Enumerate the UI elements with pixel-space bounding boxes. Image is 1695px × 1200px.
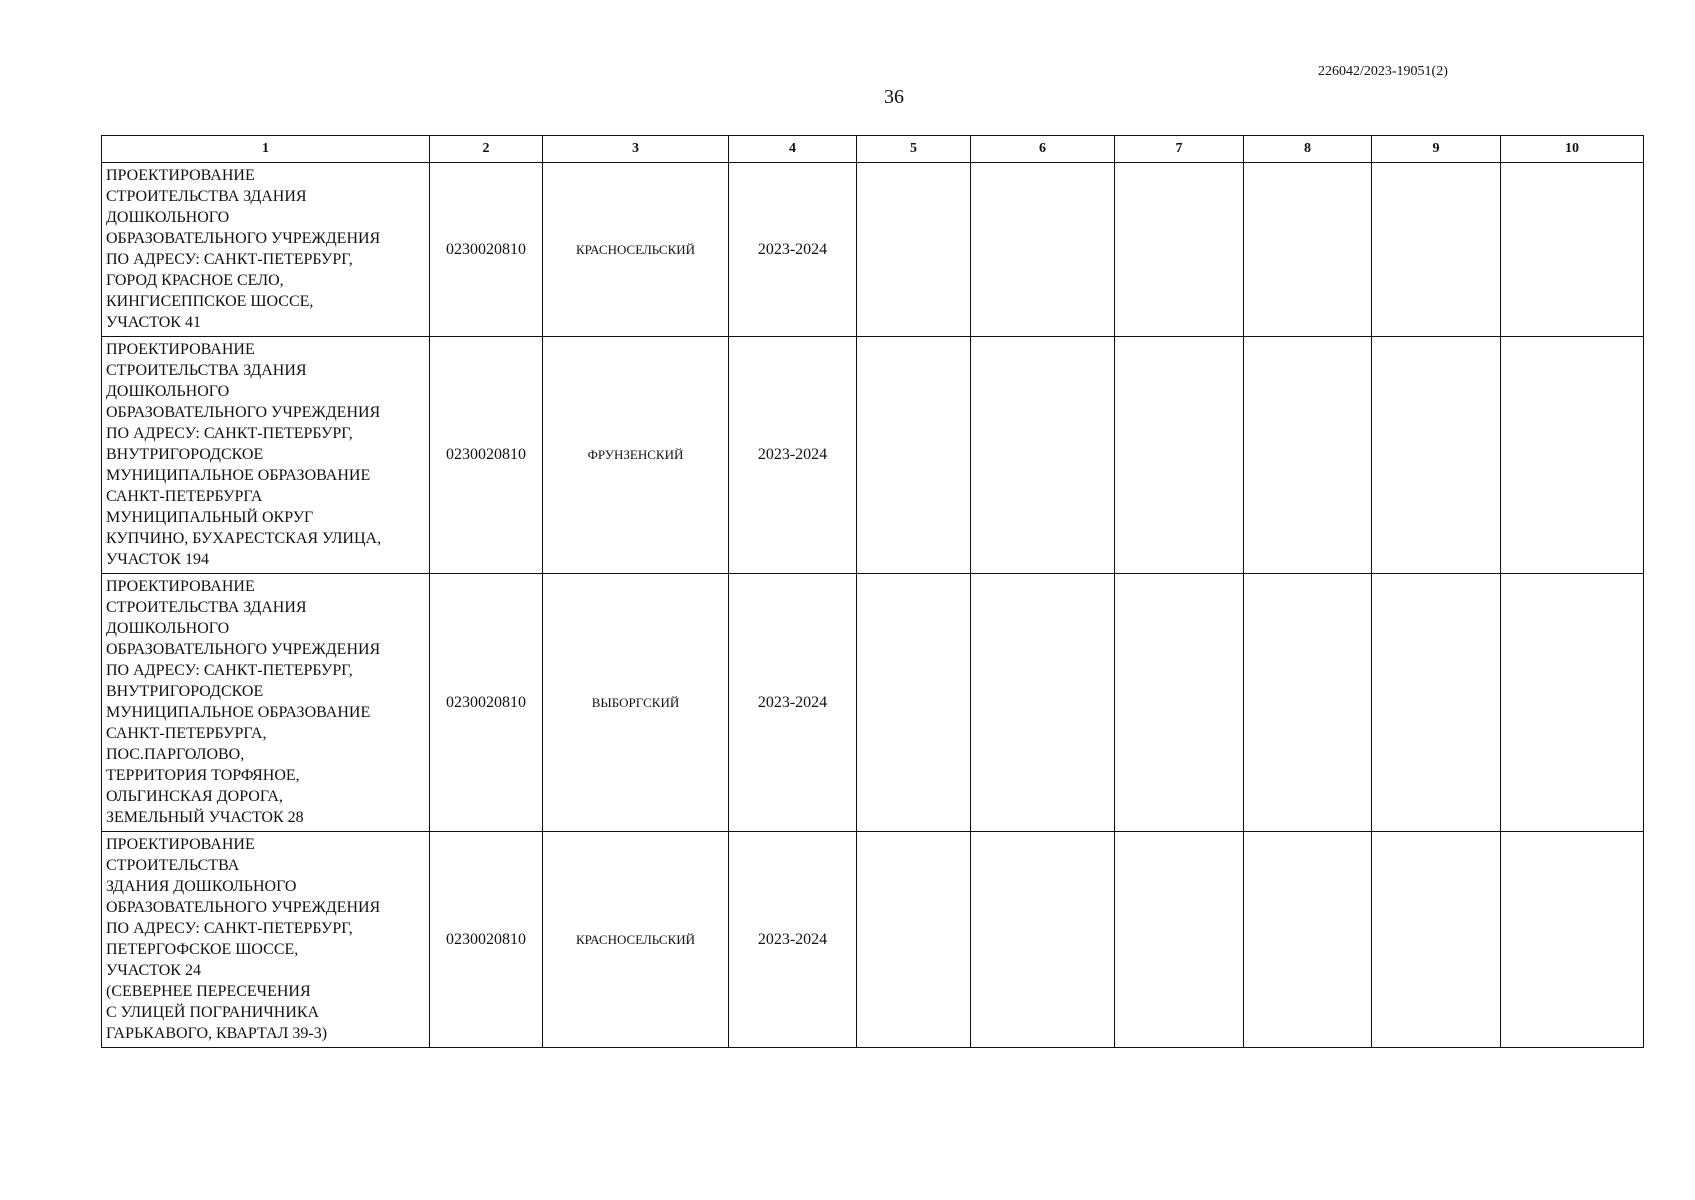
empty-cell <box>1115 574 1244 832</box>
empty-cell <box>1501 832 1644 1048</box>
empty-cell <box>1372 832 1501 1048</box>
empty-cell <box>1115 832 1244 1048</box>
column-header: 1 <box>102 136 430 163</box>
project-name-line: ДОШКОЛЬНОГО <box>106 383 230 400</box>
project-name-line: МУНИЦИПАЛЬНОЕ ОБРАЗОВАНИЕ <box>106 704 371 721</box>
project-name-line: ЗЕМЕЛЬНЫЙ УЧАСТОК 28 <box>106 809 304 826</box>
project-name-line: САНКТ-ПЕТЕРБУРГА, <box>106 725 267 742</box>
empty-cell <box>1244 337 1372 574</box>
page-number: 36 <box>884 86 904 108</box>
period-cell: 2023-2024 <box>729 163 857 337</box>
project-name-line: ВНУТРИГОРОДСКОЕ <box>106 446 264 463</box>
period-cell: 2023-2024 <box>729 337 857 574</box>
empty-cell <box>1501 163 1644 337</box>
project-name-cell <box>102 163 430 337</box>
column-header: 6 <box>971 136 1115 163</box>
district-cell: КРАСНОСЕЛЬСКИЙ <box>543 163 729 337</box>
project-name-line: С УЛИЦЕЙ ПОГРАНИЧНИКА <box>106 1004 320 1021</box>
project-name-line: ПО АДРЕСУ: САНКТ-ПЕТЕРБУРГ, <box>106 251 353 268</box>
project-name-line: МУНИЦИПАЛЬНОЕ ОБРАЗОВАНИЕ <box>106 467 371 484</box>
project-name-cell <box>102 832 430 1048</box>
column-header: 4 <box>729 136 857 163</box>
period-cell: 2023-2024 <box>729 832 857 1048</box>
project-name-line: СТРОИТЕЛЬСТВА ЗДАНИЯ <box>106 599 307 616</box>
empty-cell <box>857 574 971 832</box>
empty-cell <box>857 832 971 1048</box>
project-name-line: САНКТ-ПЕТЕРБУРГА <box>106 488 263 505</box>
code-cell: 0230020810 <box>430 574 543 832</box>
project-name-line: ПРОЕКТИРОВАНИЕ <box>106 836 255 853</box>
empty-cell <box>1115 163 1244 337</box>
empty-cell <box>1501 337 1644 574</box>
table-header-row <box>102 136 1644 163</box>
code-cell: 0230020810 <box>430 832 543 1048</box>
project-name-line: ТЕРРИТОРИЯ ТОРФЯНОЕ, <box>106 767 300 784</box>
empty-cell <box>1244 163 1372 337</box>
project-name-line: УЧАСТОК 194 <box>106 551 209 568</box>
project-name-line: ПЕТЕРГОФСКОЕ ШОССЕ, <box>106 941 299 958</box>
column-header: 7 <box>1115 136 1244 163</box>
project-name-line: КУПЧИНО, БУХАРЕСТСКАЯ УЛИЦА, <box>106 530 382 547</box>
empty-cell <box>971 574 1115 832</box>
project-name-line: СТРОИТЕЛЬСТВА <box>106 857 240 874</box>
column-header: 9 <box>1372 136 1501 163</box>
project-name-line: ПРОЕКТИРОВАНИЕ <box>106 578 255 595</box>
empty-cell <box>1115 337 1244 574</box>
project-name-line: УЧАСТОК 24 <box>106 962 201 979</box>
project-name-line: ПО АДРЕСУ: САНКТ-ПЕТЕРБУРГ, <box>106 920 353 937</box>
project-name-line: УЧАСТОК 41 <box>106 314 201 331</box>
table-row <box>102 163 1644 337</box>
empty-cell <box>971 832 1115 1048</box>
empty-cell <box>857 163 971 337</box>
empty-cell <box>857 337 971 574</box>
project-name-line: ДОШКОЛЬНОГО <box>106 209 230 226</box>
district-cell: ФРУНЗЕНСКИЙ <box>543 337 729 574</box>
empty-cell <box>1501 574 1644 832</box>
project-name-line: СТРОИТЕЛЬСТВА ЗДАНИЯ <box>106 188 307 205</box>
period-cell: 2023-2024 <box>729 574 857 832</box>
project-name-line: ЗДАНИЯ ДОШКОЛЬНОГО <box>106 878 297 895</box>
project-name-line: ПО АДРЕСУ: САНКТ-ПЕТЕРБУРГ, <box>106 662 353 679</box>
project-name-line: ПРОЕКТИРОВАНИЕ <box>106 341 255 358</box>
district-cell: КРАСНОСЕЛЬСКИЙ <box>543 832 729 1048</box>
project-name-line: МУНИЦИПАЛЬНЫЙ ОКРУГ <box>106 509 314 526</box>
project-name-line: ОБРАЗОВАТЕЛЬНОГО УЧРЕЖДЕНИЯ <box>106 230 381 247</box>
column-header: 8 <box>1244 136 1372 163</box>
empty-cell <box>1372 574 1501 832</box>
column-header: 10 <box>1501 136 1644 163</box>
project-name-line: ДОШКОЛЬНОГО <box>106 620 230 637</box>
column-header: 2 <box>430 136 543 163</box>
empty-cell <box>971 163 1115 337</box>
empty-cell <box>1244 574 1372 832</box>
project-name-cell <box>102 337 430 574</box>
project-name-line: ПРОЕКТИРОВАНИЕ <box>106 167 255 184</box>
table-row <box>102 337 1644 574</box>
code-cell: 0230020810 <box>430 163 543 337</box>
table-row <box>102 832 1644 1048</box>
project-name-line: ОБРАЗОВАТЕЛЬНОГО УЧРЕЖДЕНИЯ <box>106 404 381 421</box>
project-name-line: ОБРАЗОВАТЕЛЬНОГО УЧРЕЖДЕНИЯ <box>106 899 381 916</box>
column-header: 3 <box>543 136 729 163</box>
empty-cell <box>1372 163 1501 337</box>
column-header: 5 <box>857 136 971 163</box>
empty-cell <box>1372 337 1501 574</box>
project-name-cell <box>102 574 430 832</box>
district-cell: ВЫБОРГСКИЙ <box>543 574 729 832</box>
document-number: 226042/2023-19051(2) <box>1318 64 1448 79</box>
empty-cell <box>971 337 1115 574</box>
project-name-line: СТРОИТЕЛЬСТВА ЗДАНИЯ <box>106 362 307 379</box>
code-cell: 0230020810 <box>430 337 543 574</box>
project-name-line: (СЕВЕРНЕЕ ПЕРЕСЕЧЕНИЯ <box>106 983 311 1000</box>
project-name-line: ГАРЬКАВОГО, КВАРТАЛ 39-3) <box>106 1025 328 1042</box>
project-name-line: ПОС.ПАРГОЛОВО, <box>106 746 245 763</box>
project-name-line: ПО АДРЕСУ: САНКТ-ПЕТЕРБУРГ, <box>106 425 353 442</box>
project-name-line: ОБРАЗОВАТЕЛЬНОГО УЧРЕЖДЕНИЯ <box>106 641 381 658</box>
project-name-line: ОЛЬГИНСКАЯ ДОРОГА, <box>106 788 283 805</box>
data-table <box>101 135 1644 1048</box>
table-row <box>102 574 1644 832</box>
project-name-line: ГОРОД КРАСНОЕ СЕЛО, <box>106 272 284 289</box>
project-name-line: КИНГИСЕППСКОЕ ШОССЕ, <box>106 293 314 310</box>
project-name-line: ВНУТРИГОРОДСКОЕ <box>106 683 264 700</box>
empty-cell <box>1244 832 1372 1048</box>
